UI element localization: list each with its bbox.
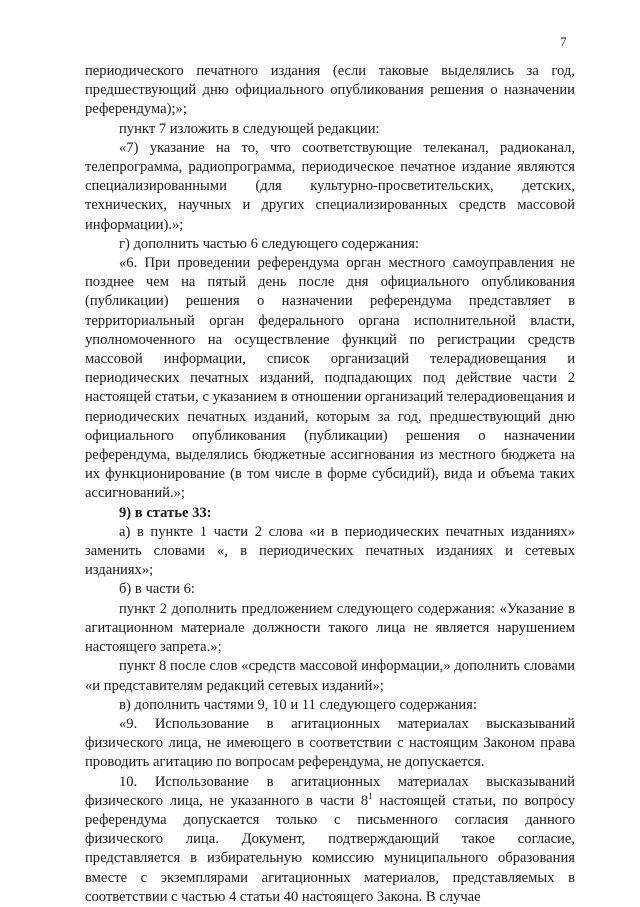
paragraph: «6. При проведении референдума орган местного самоуправления не позднее чем на пятый день после дня официального опубликования (публикации) решения о назначении референдума представляет в территориальный орган федерального органа исполнительной власти, уполномоченного на осуществление функций по регистрации средств массовой информации, список организаций телерадиовещания и периодических печатных изданий, подпадающих под действие части 2 настоящей статьи, с указанием в отношении организаций телерадиовещания и периодических печатных изданий, которым за год, предшествующий дню официального опубликования (публикации) решения о назначении референдума, выделялись бюджетные ассигнования из местного бюджета на их функционирование (в том числе в форме субсидий), вида и объема таких ассигнований.»; xyxy=(85,255,575,502)
document-body xyxy=(85,62,575,907)
section-heading: 9) в статье 33: xyxy=(119,504,212,521)
page-number: 7 xyxy=(560,34,567,49)
paragraph: г) дополнить частью 6 следующего содержания: xyxy=(119,235,419,252)
paragraph-text-end: настоящей статьи, по вопросу референдума допускается только с письменного согласия данного физического лица. Документ, подтверждающий такое согласие, представляется в избирательную комиссию муниципального образования вместе с экземплярами агитационных материалов, представляемых в соответствии с частью 4 статьи 40 настоящего Закона. В случае xyxy=(85,792,575,905)
paragraph: б) в части 6: xyxy=(119,581,195,598)
paragraph: а) в пункте 1 части 2 слова «и в периодических печатных изданиях» заменить словами «, в периодических печатных изданиях и сетевых изданиях»; xyxy=(85,523,575,579)
paragraph: периодического печатного издания (если таковые выделялись за год, предшествующий дню официального опубликования решения о назначении референдума);»; xyxy=(85,63,575,118)
paragraph xyxy=(85,773,575,907)
paragraph-text-start: 10. Использование в агитационных материалах высказываний физического лица, не указанного в части 8 xyxy=(85,773,575,809)
superscript: 1 xyxy=(368,790,373,801)
paragraph: в) дополнить частями 9, 10 и 11 следующего содержания: xyxy=(119,696,477,713)
paragraph: пункт 8 после слов «средств массовой информации,» дополнить словами «и представителям редакций сетевых изданий»; xyxy=(85,658,575,694)
paragraph: «9. Использование в агитационных материалах высказываний физического лица, не имеющего в соответствии с настоящим Законом права проводить агитацию по вопросам референдума, не допускается. xyxy=(85,715,575,771)
paragraph: пункт 7 изложить в следующей редакции: xyxy=(119,120,380,137)
paragraph: «7) указание на то, что соответствующие телеканал, радиоканал, телепрограмма, радиопрограмма, периодическое печатное издание являются специализированными (для культурно-просветительских, детских, технических, научных и других специализированных средств массовой информации).»; xyxy=(85,139,575,233)
paragraph: пункт 2 дополнить предложением следующего содержания: «Указание в агитационном материале должности такого лица не является нарушением настоящего запрета.»; xyxy=(85,600,575,656)
